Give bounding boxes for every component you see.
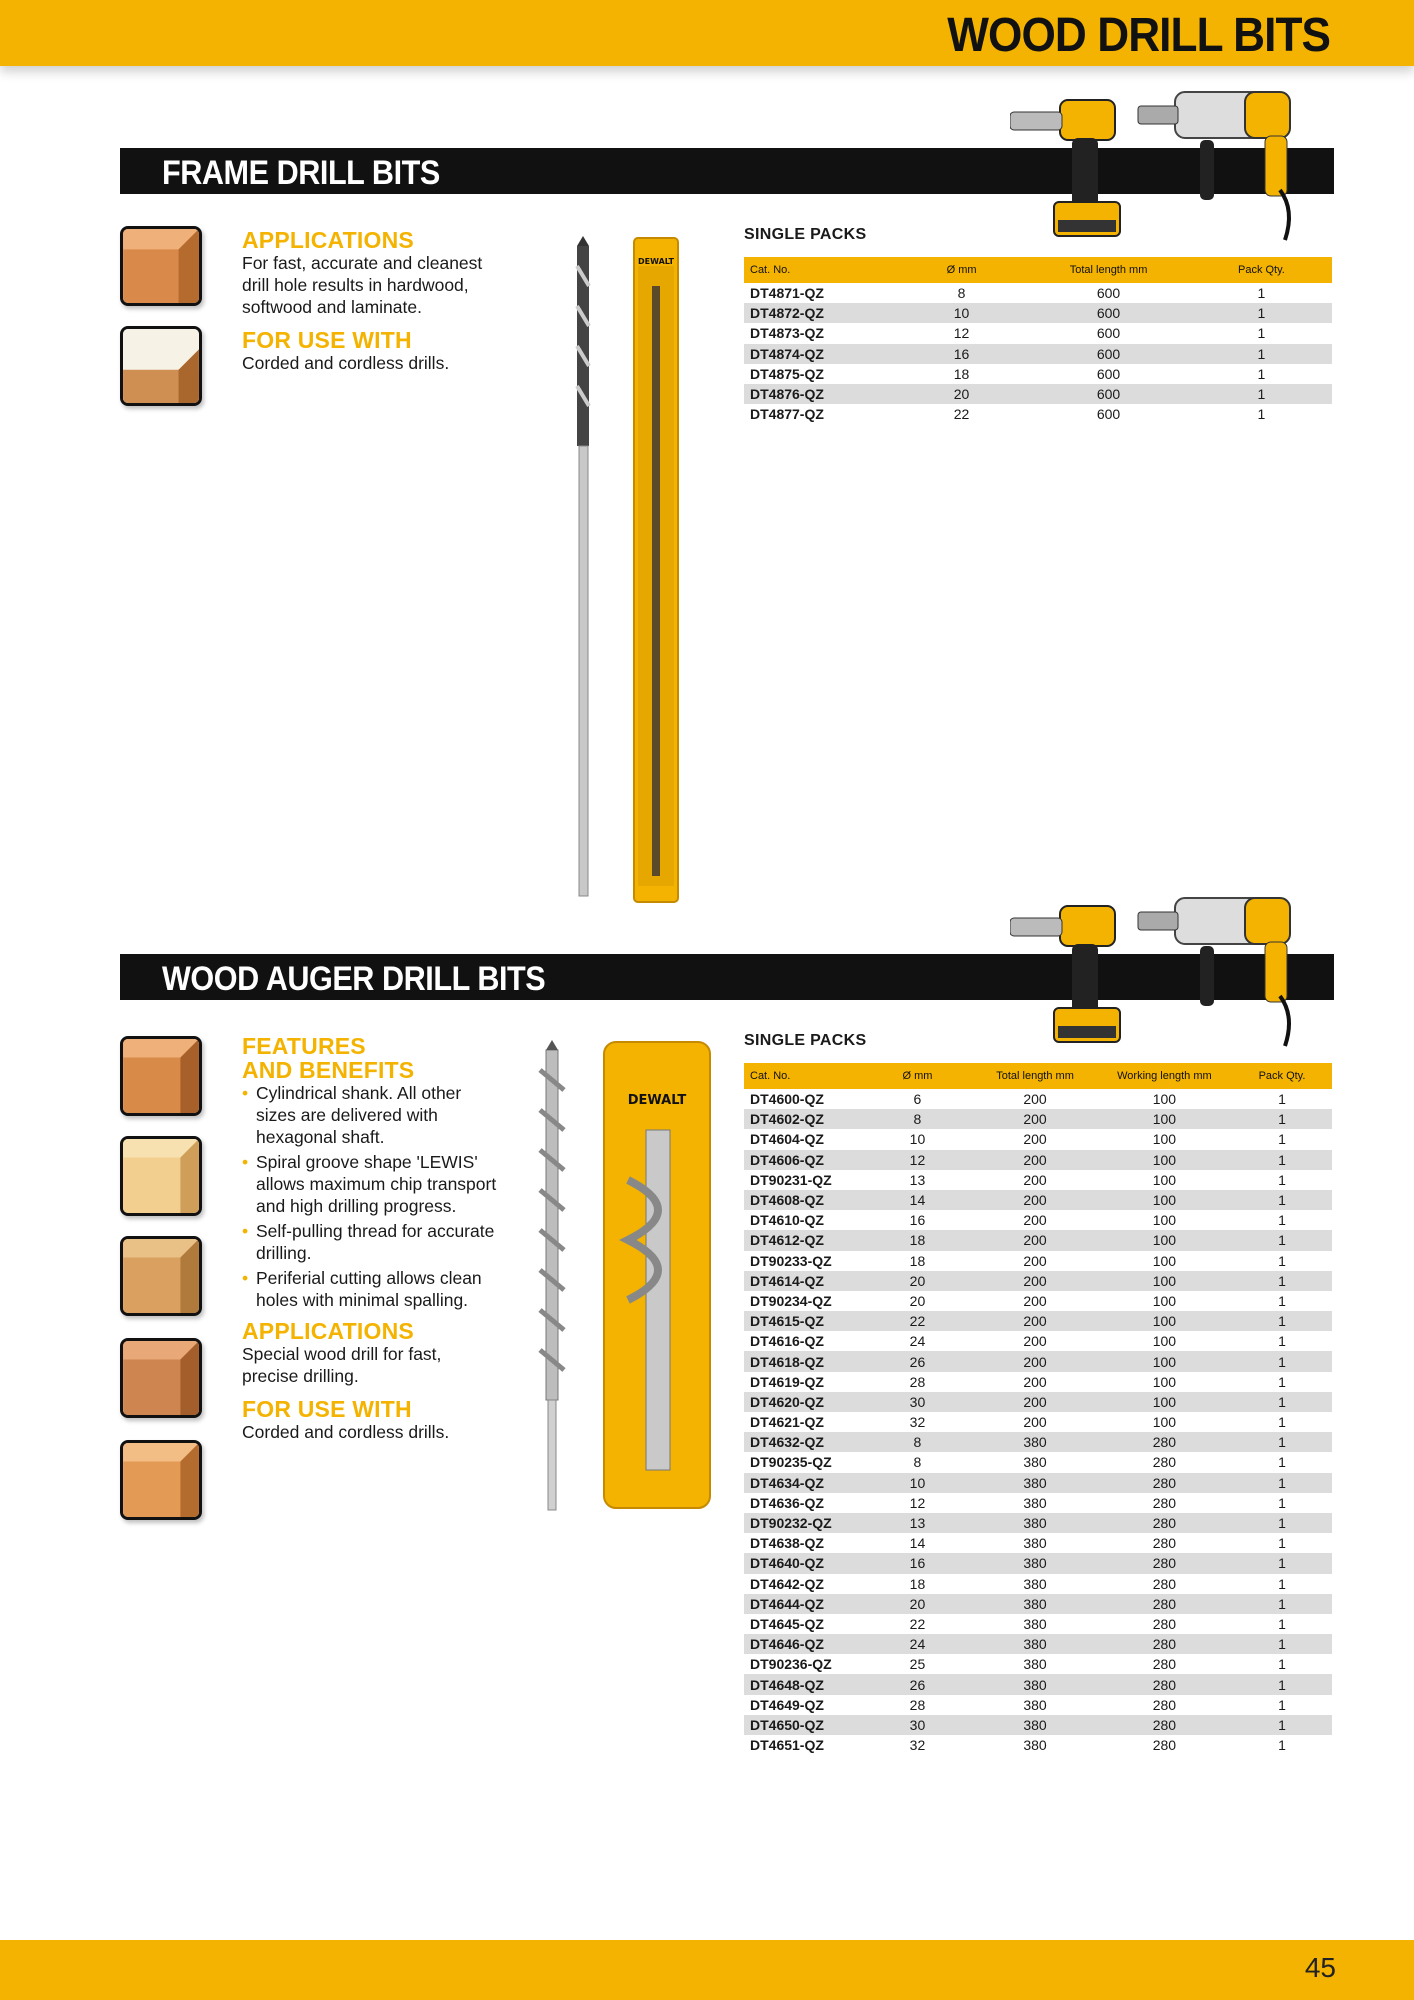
table-row (744, 1210, 1332, 1230)
table-cell: 1 (1278, 1212, 1286, 1229)
hardwood-swatch (120, 226, 202, 306)
table-cell: 28 (909, 1696, 926, 1713)
table-cell: 8 (862, 1432, 974, 1452)
cat-no-cell: DT4606-QZ (744, 1150, 862, 1170)
table-cell: 100 (1152, 1131, 1177, 1148)
table-cell: 1 (1278, 1696, 1286, 1713)
table-row (744, 1372, 1332, 1392)
table-cell: 100 (1152, 1373, 1177, 1390)
table-row (744, 1412, 1332, 1432)
auger-features (242, 1034, 502, 1443)
cat-no-cell: DT90236-QZ (750, 1656, 832, 1673)
table-cell: 100 (1152, 1333, 1177, 1350)
table-row (744, 1695, 1332, 1715)
table-cell: 28 (909, 1373, 926, 1390)
table-cell: 380 (973, 1594, 1096, 1614)
cat-no-cell: DT4602-QZ (744, 1109, 862, 1129)
table-cell: 16 (897, 344, 1026, 364)
table-cell: 13 (909, 1171, 926, 1188)
table-cell: 1 (1232, 1594, 1332, 1614)
table-cell: 100 (1097, 1190, 1232, 1210)
table-cell: 600 (1096, 285, 1121, 302)
table-row (744, 344, 1332, 364)
table-cell: 380 (1023, 1696, 1047, 1713)
wood-swatch-2 (120, 1136, 202, 1216)
table-cell: 20 (909, 1292, 926, 1309)
table-cell: 1 (1191, 384, 1332, 404)
table-cell: 1 (1257, 406, 1266, 423)
table-cell: 1 (1278, 1494, 1286, 1511)
auger-applications-text: Special wood drill for fast, precise drilling. (242, 1344, 442, 1386)
table-row (744, 1654, 1332, 1674)
table-cell: 1 (1232, 1109, 1332, 1129)
auger-use-heading: FOR USE WITH (242, 1396, 412, 1422)
table-cell: 280 (1152, 1656, 1177, 1673)
table-cell: 380 (1023, 1454, 1047, 1471)
cat-no-cell: DT4875-QZ (750, 365, 824, 382)
column-header: Ø mm (862, 1063, 974, 1089)
table-cell: 24 (862, 1634, 974, 1654)
table-cell: 6 (913, 1091, 922, 1108)
table-cell: 10 (909, 1131, 926, 1148)
table-cell: 32 (909, 1737, 926, 1754)
table-cell: 1 (1278, 1535, 1286, 1552)
cat-no-cell: DT4873-QZ (750, 325, 824, 342)
table-cell: 380 (1023, 1575, 1047, 1592)
column-header: Pack Qty. (1232, 1063, 1332, 1089)
table-cell: 100 (1097, 1311, 1232, 1331)
table-cell: 280 (1097, 1634, 1232, 1654)
table-cell: 24 (909, 1333, 926, 1350)
table-cell: 8 (913, 1454, 922, 1471)
table-row (744, 1129, 1332, 1149)
auger-table-header (744, 1063, 1332, 1089)
table-cell: 200 (973, 1311, 1096, 1331)
table-cell: 30 (862, 1392, 974, 1412)
column-header: Working length mm (1097, 1063, 1232, 1089)
auger-applications-heading: APPLICATIONS (242, 1318, 414, 1344)
table-cell: 22 (909, 1615, 926, 1632)
table-cell: 200 (973, 1230, 1096, 1250)
footer-band (0, 1940, 1414, 2000)
table-cell: 1 (1278, 1454, 1286, 1471)
column-header: Ø mm (897, 257, 1026, 283)
table-cell: 200 (973, 1190, 1096, 1210)
auger-features-heading-1: FEATURES (242, 1033, 366, 1059)
table-row (744, 1674, 1332, 1694)
table-cell: 600 (1096, 365, 1121, 382)
table-cell: 1 (1278, 1333, 1286, 1350)
table-cell: 20 (897, 384, 1026, 404)
cat-no-cell: DT4872-QZ (744, 303, 897, 323)
table-cell: 1 (1278, 1091, 1286, 1108)
corded-drill-icon (1138, 92, 1290, 240)
table-cell: 1 (1232, 1715, 1332, 1735)
table-cell: 1 (1191, 344, 1332, 364)
laminate-swatch (120, 326, 202, 406)
table-cell: 100 (1097, 1351, 1232, 1371)
auger-spec-table (744, 1063, 1332, 1755)
table-cell: 380 (1023, 1494, 1047, 1511)
table-cell: 380 (973, 1553, 1096, 1573)
table-cell: 1 (1232, 1230, 1332, 1250)
page-title: WOOD DRILL BITS (947, 9, 1330, 62)
table-cell: 14 (909, 1535, 926, 1552)
cat-no-cell: DT90233-QZ (750, 1252, 832, 1269)
table-cell: 200 (973, 1392, 1096, 1412)
table-cell: 280 (1152, 1454, 1177, 1471)
frame-table-header (744, 257, 1332, 283)
table-row (744, 1432, 1332, 1452)
cat-no-cell: DT90235-QZ (750, 1454, 832, 1471)
table-cell: 200 (973, 1271, 1096, 1291)
auger-packs-label: SINGLE PACKS (744, 1032, 867, 1049)
table-row (744, 1291, 1332, 1311)
table-row (744, 1109, 1332, 1129)
cat-no-cell: DT4616-QZ (750, 1333, 824, 1350)
table-cell: 1 (1257, 365, 1266, 382)
table-row (744, 1493, 1332, 1513)
table-cell: 1 (1232, 1432, 1332, 1452)
table-cell: 280 (1152, 1615, 1177, 1632)
table-cell: 280 (1097, 1553, 1232, 1573)
table-cell: 1 (1232, 1311, 1332, 1331)
cat-no-cell: DT4614-QZ (744, 1271, 862, 1291)
column-header: Cat. No. (744, 257, 897, 283)
table-cell: 1 (1257, 285, 1266, 302)
table-cell: 1 (1278, 1615, 1286, 1632)
table-cell: 13 (862, 1513, 974, 1533)
cat-no-cell: DT4638-QZ (750, 1535, 824, 1552)
table-cell: 20 (862, 1594, 974, 1614)
table-cell: 30 (862, 1715, 974, 1735)
cat-no-cell: DT4876-QZ (744, 384, 897, 404)
cat-no-cell: DT4610-QZ (750, 1212, 824, 1229)
frame-spec-table (744, 257, 1332, 424)
table-cell: 200 (1023, 1373, 1047, 1390)
table-cell: 10 (897, 303, 1026, 323)
cat-no-cell: DT4636-QZ (750, 1494, 824, 1511)
table-cell: 1 (1232, 1553, 1332, 1573)
cat-no-cell: DT4604-QZ (750, 1131, 824, 1148)
table-cell: 380 (1023, 1656, 1047, 1673)
cat-no-cell: DT4632-QZ (744, 1432, 862, 1452)
table-row (744, 1251, 1332, 1271)
table-row (744, 303, 1332, 323)
table-cell: 200 (1023, 1091, 1047, 1108)
table-cell: 16 (862, 1553, 974, 1573)
table-cell: 1 (1232, 1351, 1332, 1371)
table-cell: 100 (1152, 1292, 1177, 1309)
cat-no-cell: DT4649-QZ (750, 1696, 824, 1713)
table-row (744, 1614, 1332, 1634)
table-row (744, 1271, 1332, 1291)
table-cell: 280 (1097, 1513, 1232, 1533)
table-cell: 1 (1232, 1513, 1332, 1533)
table-cell: 600 (1026, 384, 1191, 404)
table-cell: 280 (1097, 1715, 1232, 1735)
table-cell: 1 (1257, 325, 1266, 342)
column-header: Pack Qty. (1191, 257, 1332, 283)
table-row (744, 1735, 1332, 1755)
table-cell: 200 (1023, 1252, 1047, 1269)
table-cell: 1 (1278, 1252, 1286, 1269)
table-row (744, 1331, 1332, 1351)
frame-drill-bit-image (560, 236, 690, 906)
cat-no-cell: DT4646-QZ (744, 1634, 862, 1654)
table-cell: 200 (973, 1351, 1096, 1371)
table-row (744, 1392, 1332, 1412)
table-row (744, 1574, 1332, 1594)
table-row (744, 1533, 1332, 1553)
table-cell: 280 (1152, 1737, 1177, 1754)
auger-features-heading-2: AND BENEFITS (242, 1057, 415, 1083)
cat-no-cell: DT4618-QZ (744, 1351, 862, 1371)
table-cell: 600 (1026, 344, 1191, 364)
table-cell: 1 (1278, 1575, 1286, 1592)
table-row (744, 1351, 1332, 1371)
table-cell: 200 (1023, 1292, 1047, 1309)
table-cell: 18 (909, 1252, 926, 1269)
feature-item: • Self-pulling thread for accurate drilling. (242, 1220, 502, 1264)
cordless-drill-icon (1010, 906, 1120, 1042)
table-cell: 100 (1097, 1230, 1232, 1250)
table-cell: 100 (1097, 1150, 1232, 1170)
column-header: Total length mm (973, 1063, 1096, 1089)
cat-no-cell: DT4651-QZ (750, 1737, 824, 1754)
feature-item: • Cylindrical shank. All other sizes are delivered with hexagonal shaft. (242, 1082, 502, 1148)
table-row (744, 1594, 1332, 1614)
table-cell: 280 (1152, 1494, 1177, 1511)
table-row (744, 323, 1332, 343)
table-cell: 380 (973, 1634, 1096, 1654)
cat-no-cell: DT4612-QZ (744, 1230, 862, 1250)
table-cell: 280 (1097, 1594, 1232, 1614)
table-cell: 280 (1152, 1575, 1177, 1592)
cat-no-cell: DT4877-QZ (750, 406, 824, 423)
table-cell: 380 (1023, 1737, 1047, 1754)
table-row (744, 364, 1332, 384)
table-cell: 20 (862, 1271, 974, 1291)
table-cell: 18 (953, 365, 970, 382)
table-cell: 8 (862, 1109, 974, 1129)
table-cell: 380 (973, 1513, 1096, 1533)
frame-use-text: Corded and cordless drills. (242, 353, 450, 373)
cat-no-cell: DT4650-QZ (744, 1715, 862, 1735)
frame-drill-bit-icon (577, 236, 589, 896)
cat-no-cell: DT4642-QZ (750, 1575, 824, 1592)
cat-no-cell: DT4874-QZ (744, 344, 897, 364)
table-cell: 280 (1097, 1473, 1232, 1493)
cat-no-cell: DT90232-QZ (744, 1513, 862, 1533)
table-cell: 280 (1097, 1432, 1232, 1452)
wood-swatch-4 (120, 1338, 202, 1418)
drills-image-bottom (1010, 876, 1330, 1076)
table-row (744, 1311, 1332, 1331)
table-cell: 280 (1097, 1674, 1232, 1694)
table-row (744, 1634, 1332, 1654)
cat-no-cell: DT4620-QZ (744, 1392, 862, 1412)
auger-drill-bit-icon (540, 1040, 564, 1510)
frame-applications-heading: APPLICATIONS (242, 227, 414, 253)
table-cell: 100 (1152, 1252, 1177, 1269)
table-cell: 280 (1152, 1696, 1177, 1713)
table-row (744, 1190, 1332, 1210)
table-cell: 22 (953, 406, 970, 423)
table-row (744, 404, 1332, 424)
feature-item: • Spiral groove shape 'LEWIS' allows maximum chip transport and high drilling progress. (242, 1151, 502, 1217)
table-cell: 100 (1097, 1271, 1232, 1291)
frame-features (242, 228, 512, 374)
drills-image-top (1010, 70, 1330, 270)
table-cell: 26 (862, 1674, 974, 1694)
table-cell: 10 (862, 1473, 974, 1493)
auger-drill-bit-image (528, 1040, 718, 1520)
table-cell: 1 (1232, 1634, 1332, 1654)
cat-no-cell: DT4608-QZ (744, 1190, 862, 1210)
table-cell: 100 (1152, 1414, 1177, 1431)
table-row (744, 1513, 1332, 1533)
auger-feature-list (242, 1082, 502, 1311)
table-cell: 200 (1023, 1171, 1047, 1188)
table-row (744, 1170, 1332, 1190)
packaged-bit-icon (634, 238, 678, 902)
cat-no-cell: DT4619-QZ (750, 1373, 824, 1390)
frame-section-title: FRAME DRILL BITS (162, 154, 440, 192)
table-cell: 600 (1096, 325, 1121, 342)
column-header: Cat. No. (744, 1063, 862, 1089)
table-cell: 380 (973, 1432, 1096, 1452)
table-row (744, 1230, 1332, 1250)
table-cell: 1 (1278, 1131, 1286, 1148)
cat-no-cell: DT4871-QZ (750, 285, 824, 302)
table-row (744, 1089, 1332, 1109)
table-cell: 1 (1232, 1674, 1332, 1694)
table-cell: 1 (1278, 1737, 1286, 1754)
table-cell: 600 (1026, 303, 1191, 323)
table-cell: 1 (1278, 1292, 1286, 1309)
cat-no-cell: DT4644-QZ (744, 1594, 862, 1614)
frame-applications-text: For fast, accurate and cleanest drill hole results in hardwood, softwood and laminate. (242, 253, 483, 317)
table-cell: 1 (1278, 1414, 1286, 1431)
table-cell: 25 (909, 1656, 926, 1673)
packaged-auger-logo: DEWALT (627, 1093, 687, 1108)
wood-swatch-3 (120, 1236, 202, 1316)
auger-use-text: Corded and cordless drills. (242, 1422, 450, 1442)
table-cell: 1 (1191, 303, 1332, 323)
cat-no-cell: DT4615-QZ (744, 1311, 862, 1331)
table-cell: 280 (1152, 1535, 1177, 1552)
table-cell: 100 (1152, 1212, 1177, 1229)
column-header: Total length mm (1026, 257, 1191, 283)
table-cell: 1 (1232, 1190, 1332, 1210)
table-cell: 22 (862, 1311, 974, 1331)
page-number: 45 (1304, 1952, 1336, 1983)
table-cell: 1 (1278, 1171, 1286, 1188)
table-cell: 1 (1232, 1150, 1332, 1170)
table-cell: 200 (1023, 1131, 1047, 1148)
table-cell: 380 (973, 1674, 1096, 1694)
table-cell: 380 (1023, 1615, 1047, 1632)
table-cell: 100 (1152, 1171, 1177, 1188)
table-row (744, 1473, 1332, 1493)
table-cell: 1 (1232, 1473, 1332, 1493)
table-cell: 200 (973, 1150, 1096, 1170)
table-cell: 1 (1232, 1271, 1332, 1291)
frame-packs-label: SINGLE PACKS (744, 226, 867, 243)
header-band (0, 0, 1414, 66)
table-cell: 18 (909, 1575, 926, 1592)
table-cell: 600 (1096, 406, 1121, 423)
auger-section-title: WOOD AUGER DRILL BITS (162, 960, 546, 998)
table-row (744, 1452, 1332, 1472)
corded-drill-icon (1138, 898, 1290, 1046)
table-cell: 380 (973, 1715, 1096, 1735)
table-row (744, 1553, 1332, 1573)
table-cell: 380 (1023, 1535, 1047, 1552)
cat-no-cell: DT90234-QZ (750, 1292, 832, 1309)
cat-no-cell: DT4640-QZ (744, 1553, 862, 1573)
table-cell: 1 (1278, 1656, 1286, 1673)
cat-no-cell: DT4600-QZ (750, 1091, 824, 1108)
cat-no-cell: DT90231-QZ (750, 1171, 832, 1188)
table-cell: 1 (1232, 1392, 1332, 1412)
cat-no-cell: DT4648-QZ (744, 1674, 862, 1694)
cat-no-cell: DT4621-QZ (750, 1414, 824, 1431)
packaged-bit-logo: DEWALT (638, 257, 674, 266)
table-row (744, 1150, 1332, 1170)
cordless-drill-icon (1010, 100, 1120, 236)
table-cell: 12 (862, 1150, 974, 1170)
table-cell: 18 (862, 1230, 974, 1250)
table-cell: 16 (909, 1212, 926, 1229)
table-row (744, 283, 1332, 303)
table-cell: 8 (957, 285, 966, 302)
table-row (744, 384, 1332, 404)
wood-swatch-5 (120, 1440, 202, 1520)
table-cell: 12 (953, 325, 970, 342)
packaged-auger-icon (604, 1042, 710, 1508)
cat-no-cell: DT4634-QZ (744, 1473, 862, 1493)
table-cell: 100 (1097, 1109, 1232, 1129)
table-cell: 200 (1023, 1212, 1047, 1229)
table-cell: 1 (1278, 1373, 1286, 1390)
table-cell: 380 (973, 1473, 1096, 1493)
table-row (744, 1715, 1332, 1735)
table-cell: 32 (909, 1414, 926, 1431)
feature-item: • Periferial cutting allows clean holes with minimal spalling. (242, 1267, 502, 1311)
table-cell: 200 (1023, 1414, 1047, 1431)
cat-no-cell: DT4645-QZ (750, 1615, 824, 1632)
table-cell: 12 (909, 1494, 926, 1511)
table-cell: 200 (973, 1109, 1096, 1129)
table-cell: 14 (862, 1190, 974, 1210)
wood-swatch-1 (120, 1036, 202, 1116)
table-cell: 26 (862, 1351, 974, 1371)
table-cell: 200 (1023, 1333, 1047, 1350)
table-cell: 100 (1152, 1091, 1177, 1108)
frame-use-heading: FOR USE WITH (242, 327, 412, 353)
table-cell: 100 (1097, 1392, 1232, 1412)
